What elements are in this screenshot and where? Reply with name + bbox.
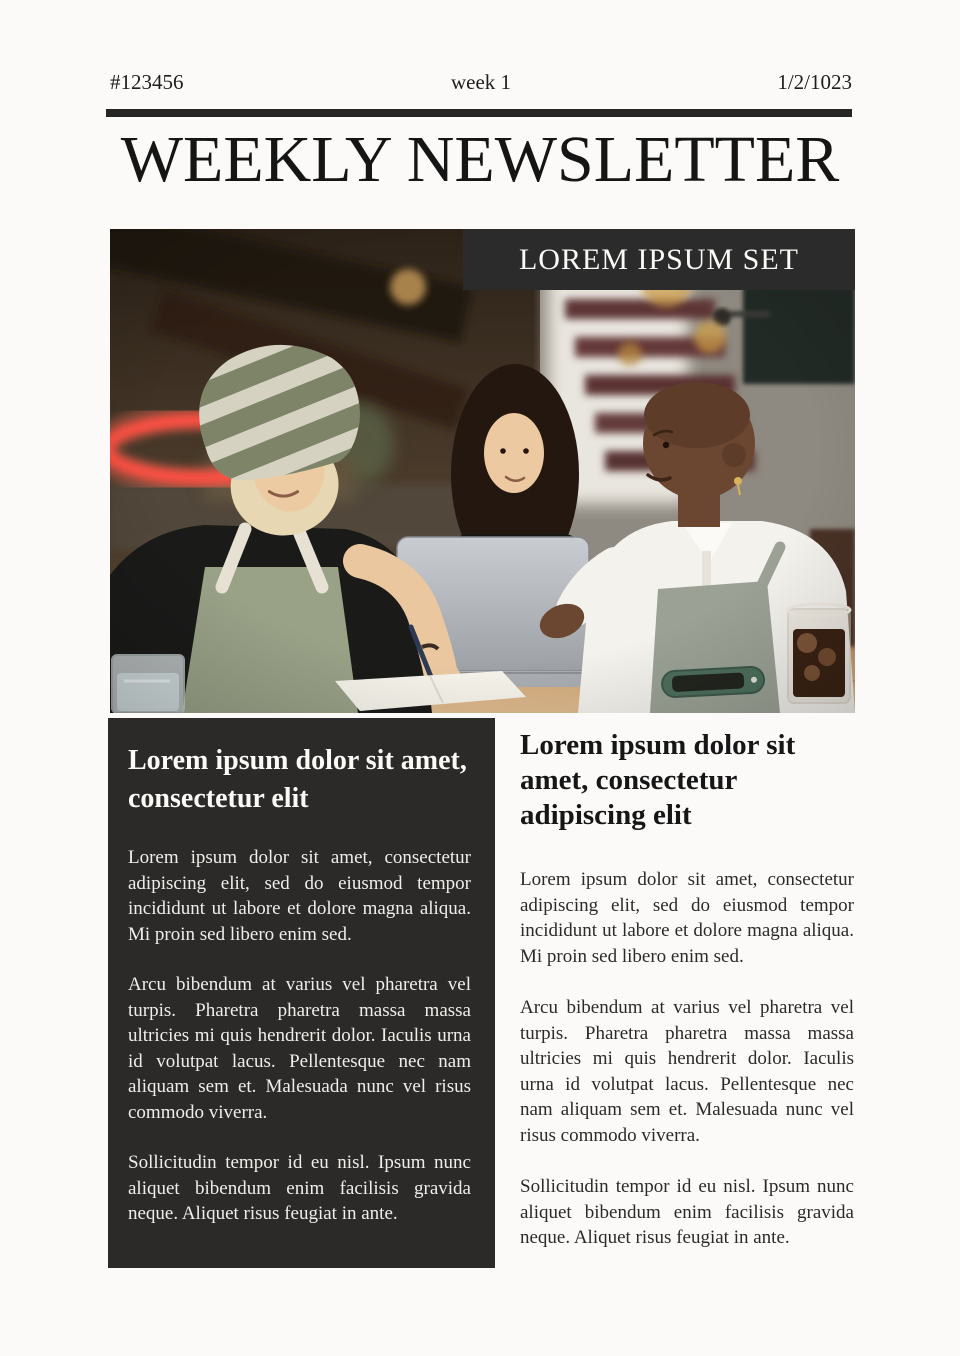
right-article-paragraph: Sollicitudin tempor id eu nisl. Ipsum nunc aliquet bibendum enim facilisis gravida neque. Aliquet risus feugiat in ante. xyxy=(520,1176,854,1248)
right-article-paragraph: Arcu bibendum at varius vel pharetra vel turpis. Pharetra pharetra massa massa ultricies mi quis hendrerit dolor. Iaculis urna id volutpat lacus. Pellentesque nec nam aliquam sem et. Malesuada nunc vel risus commodo viverra. xyxy=(520,997,854,1146)
left-article-paragraph: Arcu bibendum at varius vel pharetra vel turpis. Pharetra pharetra massa massa ultricies mi quis hendrerit dolor. Iaculis urna id volutpat lacus. Pellentesque nec nam aliquam sem et. Malesuada nunc vel risus commodo viverra. xyxy=(128,974,471,1123)
left-article xyxy=(108,718,495,1268)
issue-number: #123456 xyxy=(110,70,184,94)
divider-rule xyxy=(106,109,852,117)
date-label: 1/2/1023 xyxy=(777,70,852,94)
right-article-paragraph: Lorem ipsum dolor sit amet, consectetur adipiscing elit, sed do eiusmod tempor incididunt ut labore et dolore magna aliqua. Mi proin sed libero enim sed. xyxy=(520,869,854,967)
hero-banner xyxy=(463,229,855,290)
page-title: WEEKLY NEWSLETTER xyxy=(120,123,840,196)
header-meta xyxy=(110,70,852,96)
week-label: week 1 xyxy=(450,70,512,94)
cafe-scene-illustration xyxy=(110,229,855,713)
hero-banner-label: LOREM IPSUM SET xyxy=(518,242,800,276)
right-article-heading: Lorem ipsum dolor sit amet, consectetur adipiscing elit xyxy=(520,729,796,831)
right-article xyxy=(520,728,854,1277)
left-article-paragraph: Lorem ipsum dolor sit amet, consectetur adipiscing elit, sed do eiusmod tempor incididunt ut labore et dolore magna aliqua. Mi proin sed libero enim sed. xyxy=(128,847,471,945)
left-article-paragraph: Sollicitudin tempor id eu nisl. Ipsum nunc aliquet bibendum enim facilisis gravida neque. Aliquet risus feugiat in ante. xyxy=(128,1152,471,1224)
left-article-heading: Lorem ipsum dolor sit amet, consectetur elit xyxy=(128,745,467,814)
hero-photo xyxy=(110,229,855,713)
